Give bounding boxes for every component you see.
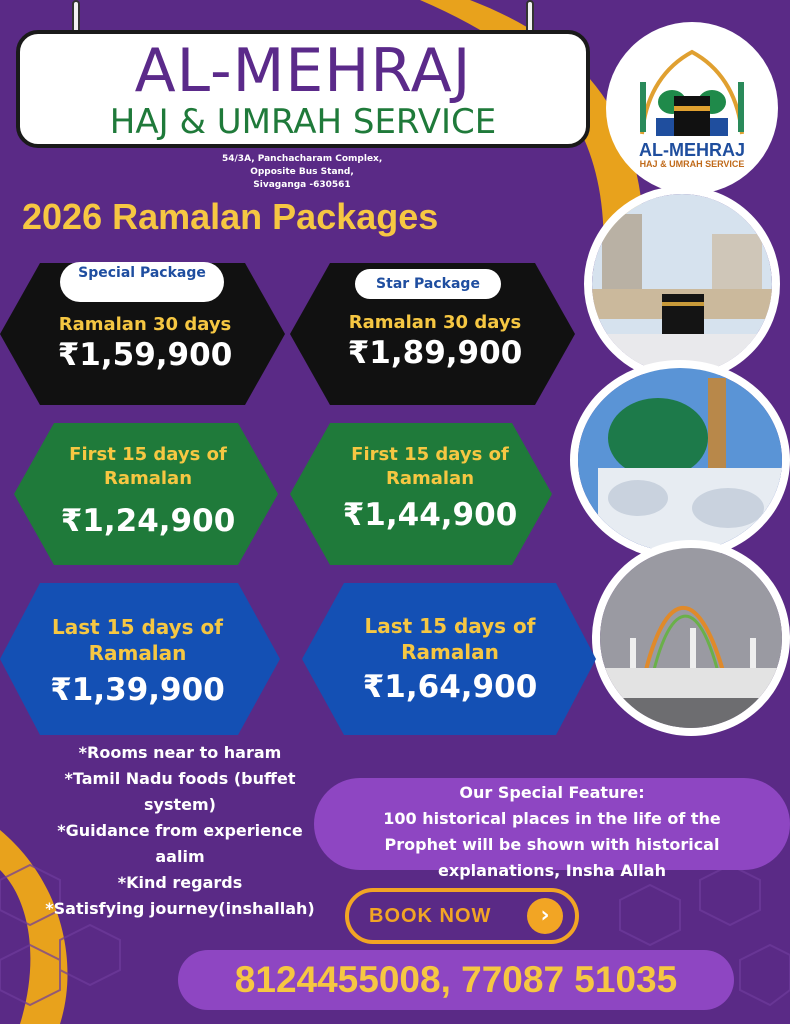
kaaba-photo — [584, 186, 780, 382]
package-price: ₹1,39,900 — [50, 672, 225, 708]
address-line: Sivaganga -630561 — [253, 180, 351, 190]
special-first15-card — [48, 443, 248, 539]
star-30day-card — [330, 311, 540, 371]
green-dome-photo — [570, 360, 790, 560]
page-title: 2026 Ramalan Packages — [22, 196, 439, 237]
package-price: ₹1,59,900 — [57, 337, 233, 373]
star-package-label: Star Package — [355, 269, 501, 299]
special-package-label: Special Package — [60, 262, 224, 302]
feature-item: *Guidance from experience aalim — [57, 821, 303, 866]
package-title: First 15 days of Ramalan — [69, 444, 227, 489]
package-title: Ramalan 30 days — [58, 314, 232, 335]
star-last15-card — [345, 613, 555, 705]
mosque-rainbow-photo — [592, 540, 790, 736]
brand-sign — [16, 30, 590, 148]
package-title: Last 15 days of Ramalan — [364, 614, 536, 664]
package-price: ₹1,24,900 — [60, 503, 236, 539]
phone-numbers[interactable]: 8124455008, 77087 51035 — [178, 950, 734, 1010]
star-first15-card — [320, 443, 540, 533]
feature-item: *Satisfying journey(inshallah) — [45, 899, 315, 918]
special-feature-box — [314, 778, 790, 880]
address-line: Opposite Bus Stand, — [250, 167, 354, 177]
brand-subtitle: HAJ & UMRAH SERVICE — [109, 102, 497, 142]
special-feature-heading: Our Special Feature: — [459, 783, 645, 802]
address-block — [222, 153, 382, 192]
package-price: ₹1,44,900 — [342, 497, 518, 533]
feature-item: *Rooms near to haram — [78, 743, 282, 762]
logo-title: AL-MEHRAJ — [639, 140, 745, 160]
logo-subtitle: HAJ & UMRAH SERVICE — [639, 159, 745, 169]
package-title: First 15 days of Ramalan — [351, 444, 509, 489]
book-now-button[interactable] — [345, 888, 579, 944]
special-feature-text: 100 historical places in the life of the Prophet will be shown with historical explanations, Insha Allah — [383, 809, 721, 880]
features-list — [40, 740, 320, 922]
package-price: ₹1,89,900 — [347, 335, 523, 371]
address-line: 54/3A, Panchacharam Complex, — [222, 154, 383, 164]
book-now-label: BOOK NOW — [369, 905, 492, 927]
chevron-right-icon: › — [527, 898, 563, 934]
special-30day-card — [40, 313, 250, 373]
feature-item: *Kind regards — [117, 873, 243, 892]
package-title: Ramalan 30 days — [348, 312, 522, 333]
package-title: Last 15 days of Ramalan — [51, 615, 223, 665]
special-last15-card — [30, 614, 245, 708]
brand-title: AL-MEHRAJ — [134, 36, 472, 106]
package-price: ₹1,64,900 — [362, 669, 538, 705]
feature-item: *Tamil Nadu foods (buffet system) — [64, 769, 296, 814]
